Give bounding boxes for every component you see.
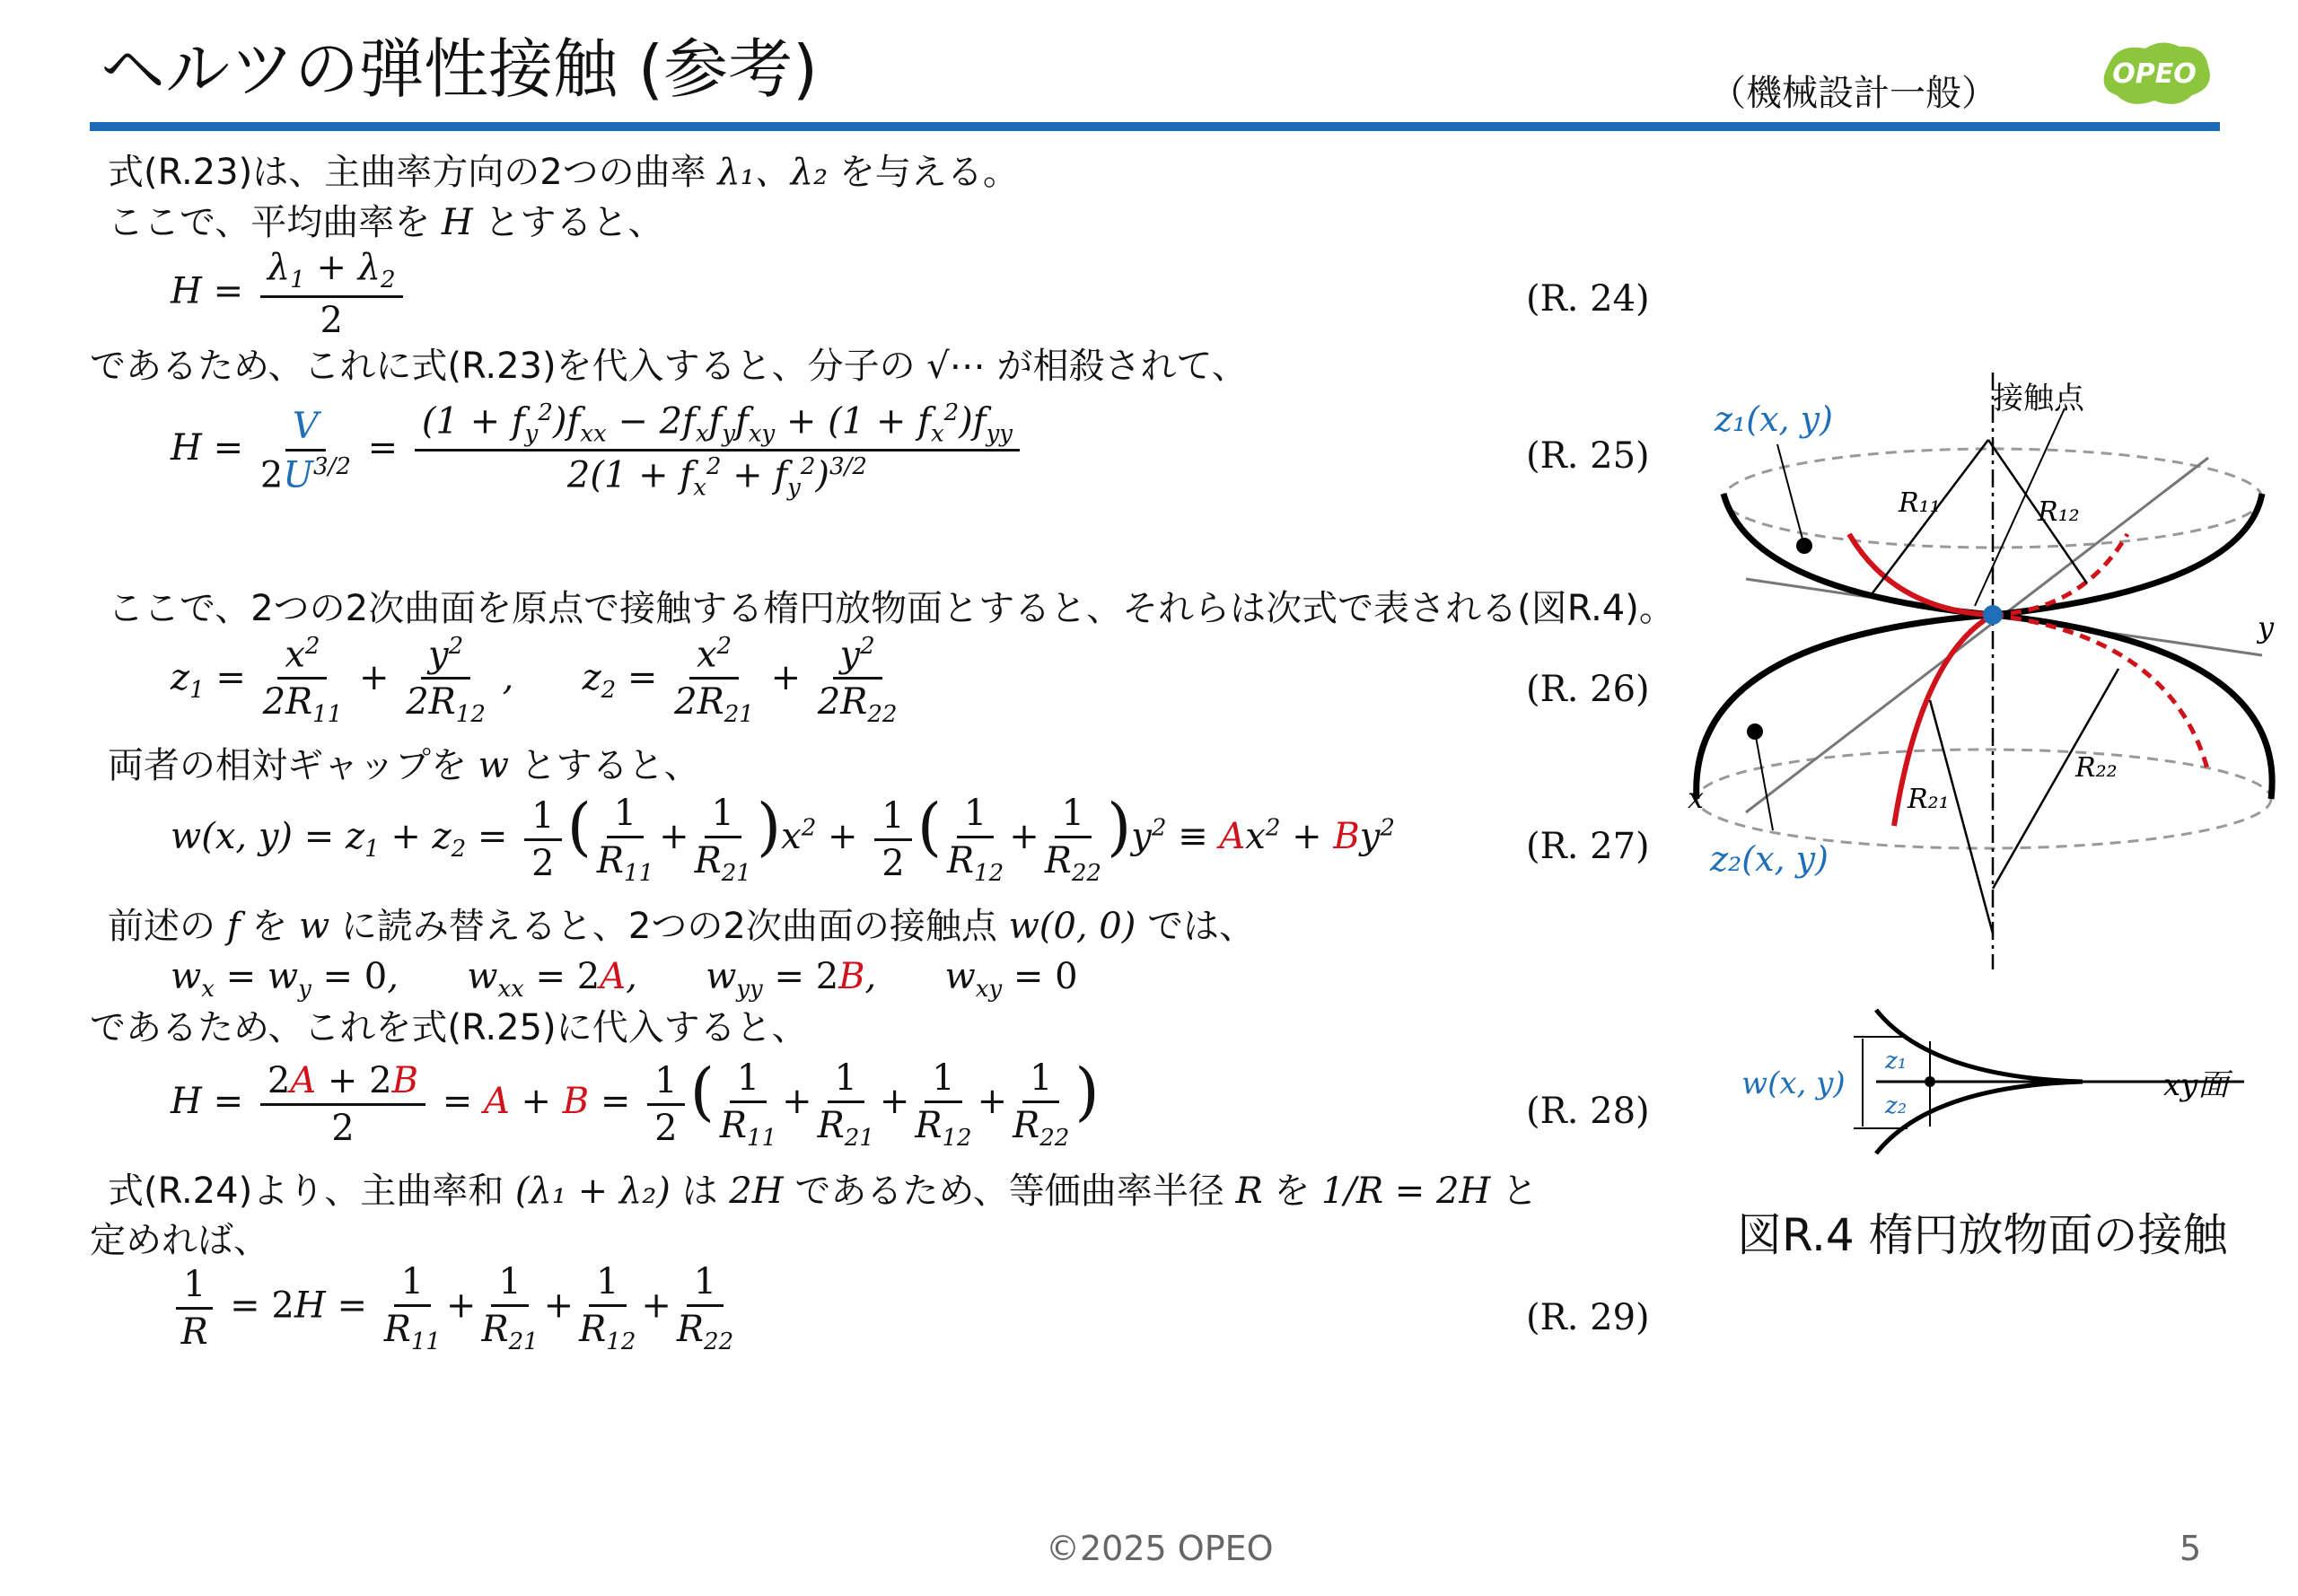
logo-text: OPEO — [2112, 58, 2197, 90]
gap-upper-curve — [1876, 1010, 2083, 1082]
xy-plane-label: xy面 — [2163, 1067, 2229, 1103]
lower-rim-ellipse — [1697, 750, 2271, 848]
para-6-math-f: f — [226, 906, 241, 947]
para-8 — [108, 1171, 1539, 1212]
eq-tag-r28: (R. 28) — [1526, 1091, 1650, 1132]
gap-z1-label: z₁ — [1885, 1048, 1908, 1074]
header-rule — [90, 122, 2220, 131]
para-1-math: λ₁、λ₂ — [717, 152, 829, 193]
equation-r25: H = $\frac{V}{2U^{3/2}}$ = $\frac{(1 + f_y^2)f_{xx} - 2f_xf_yf_{xy} + (1 + f_x^2)f_{yy}}{2(1 + f_x^2 + f_y^2)^{3/2}}$ — [171, 399, 1025, 502]
z1-leader — [1777, 444, 1804, 546]
para-8-text-g: を — [1274, 1171, 1311, 1212]
para-2 — [108, 202, 664, 243]
z2-leader — [1755, 732, 1773, 830]
gap-w-label: w(x, y) — [1741, 1065, 1846, 1101]
r21-label: R₂₁ — [1908, 784, 1950, 815]
para-3: であるため、これに式(R.23)を代入すると、分子の √⋯ が相殺されて、 — [90, 346, 1248, 387]
figure-r4-diagram — [1670, 359, 2280, 1167]
para-6-text-c: を — [251, 906, 288, 947]
para-7: であるため、これを式(R.25)に代入すると、 — [90, 1007, 808, 1048]
gap-detail — [1741, 1010, 2244, 1153]
para-1 — [108, 152, 1019, 193]
gap-lower-curve — [1876, 1082, 2083, 1153]
para-5-text-a: 両者の相対ギャップを — [108, 745, 467, 786]
eq-tag-r24: (R. 24) — [1526, 278, 1650, 320]
para-5-text-c: とすると、 — [520, 745, 700, 786]
para-1-text-c: を与える。 — [838, 152, 1019, 193]
para-8-math-2h: 2H — [729, 1171, 784, 1212]
eq-tag-r26: (R. 26) — [1526, 669, 1650, 710]
z2-label: z₂(x, y) — [1710, 839, 1829, 879]
para-8-text-c: は — [681, 1171, 718, 1212]
para-2-math: H — [441, 202, 473, 243]
page-title: ヘルツの弾性接触 (参考) — [101, 31, 819, 107]
r11-label: R₁₁ — [1899, 487, 1941, 519]
contact-point-label: 接触点 — [1993, 381, 2084, 417]
contact-point-marker — [1983, 605, 2003, 625]
red-curve-lower-dashed — [1993, 615, 2208, 772]
copyright: ©2025 OPEO — [1046, 1529, 1274, 1568]
figure-caption: 図R.4 楕円放物面の接触 — [1737, 1209, 2228, 1261]
para-8-text-i: と — [1502, 1171, 1539, 1212]
para-6-text-e: に読み替えると、2つの2次曲面の接触点 — [340, 906, 997, 947]
para-6-text-g: では、 — [1147, 906, 1256, 947]
para-8-math-sum: (λ₁ + λ₂) — [514, 1171, 671, 1212]
r22-label: R₂₂ — [2075, 752, 2118, 784]
para-2-text-c: とすると、 — [484, 202, 664, 243]
gap-z2-label: z₂ — [1885, 1092, 1908, 1119]
equation-r26: $z_1$ = $\frac{x^2}{2R_{11}}$ + $\frac{y^2}{2R_{12}}$ , $z_2$ = $\frac{x^2}{2R_{21}}$ + $\frac{y^2}{2R_{22}}$ — [171, 633, 898, 729]
page-number: 5 — [2180, 1529, 2202, 1568]
x-axis-line — [1746, 458, 2208, 812]
para-8-math-r: R — [1235, 1171, 1263, 1212]
equation-r27: w(x, $y) = z_1 + z_2$ = $\frac{1}{2}$ ( $\frac{1}{R_{11}}$ + $\frac{1}{R_{21}}$ )$x^2$ + $\frac{1}{2}$ ( $\frac{1}{R_{12}}$ + $\frac{1}{R_{22}}$ )$y^2 \equiv Ax^2 + By^2$ — [171, 790, 1395, 887]
r21-arrow — [1930, 700, 1993, 934]
para-8-text-a: 式(R.24)より、主曲率和 — [108, 1171, 504, 1212]
para-2-text-a: ここで、平均曲率を — [108, 202, 431, 243]
para-9: 定めれば、 — [90, 1220, 269, 1261]
x-axis-label: x — [1688, 781, 1705, 815]
eq-tag-r27: (R. 27) — [1526, 826, 1650, 867]
para-5 — [108, 745, 700, 786]
equation-r24: H = $\frac{\lambda_1 + \lambda_2}{2}$ — [171, 247, 408, 341]
lower-surface-right — [1993, 615, 2272, 799]
upper-surface-right — [1993, 494, 2262, 615]
y-axis-label: y — [2258, 610, 2275, 645]
r12-label: R₁₂ — [2038, 496, 2080, 528]
equation-r29: $\frac{1}{R}$ = 2H = $\frac{1}{R_{11}}$ + $\frac{1}{R_{21}}$ + $\frac{1}{R_{12}}$ + $\frac{1}{R_{22}}$ — [171, 1261, 739, 1355]
equation-r28: H = $\frac{2A + 2B}{2}$ = A + B = $\frac{1}{2}$ ( $\frac{1}{R_{11}}$ + $\frac{1}{R_{21}}$ + $\frac{1}{R_{12}}$ + $\frac{1}{R_{22}}$ ) — [171, 1055, 1100, 1152]
para-4: ここで、2つの2次曲面を原点で接触する楕円放物面とすると、それらは次式で表される(図R.4)。 — [108, 588, 1675, 629]
para-6-math-w: w — [298, 906, 330, 947]
eq-tag-r29: (R. 29) — [1526, 1297, 1650, 1338]
category-label: （機械設計一般） — [1710, 73, 1997, 114]
z1-label: z₁(x, y) — [1715, 399, 1833, 439]
para-6 — [108, 906, 1256, 947]
para-8-math-def: 1/R = 2H — [1321, 1171, 1491, 1212]
para-6-math-w00: w(0, 0) — [1008, 906, 1136, 947]
equation-conditions: $w_x = w_y = 0$, $w_{xx} = 2A$, $w_{yy} = 2B$, $w_{xy} = 0$ — [171, 956, 1078, 1003]
para-6-text-a: 前述の — [108, 906, 215, 947]
para-1-text-a: 式(R.23)は、主曲率方向の2つの曲率 — [108, 152, 706, 193]
para-5-math: w — [478, 745, 509, 786]
para-8-text-e: であるため、等価曲率半径 — [794, 1171, 1224, 1212]
eq-tag-r25: (R. 25) — [1526, 435, 1650, 477]
opeo-logo — [2092, 36, 2217, 112]
